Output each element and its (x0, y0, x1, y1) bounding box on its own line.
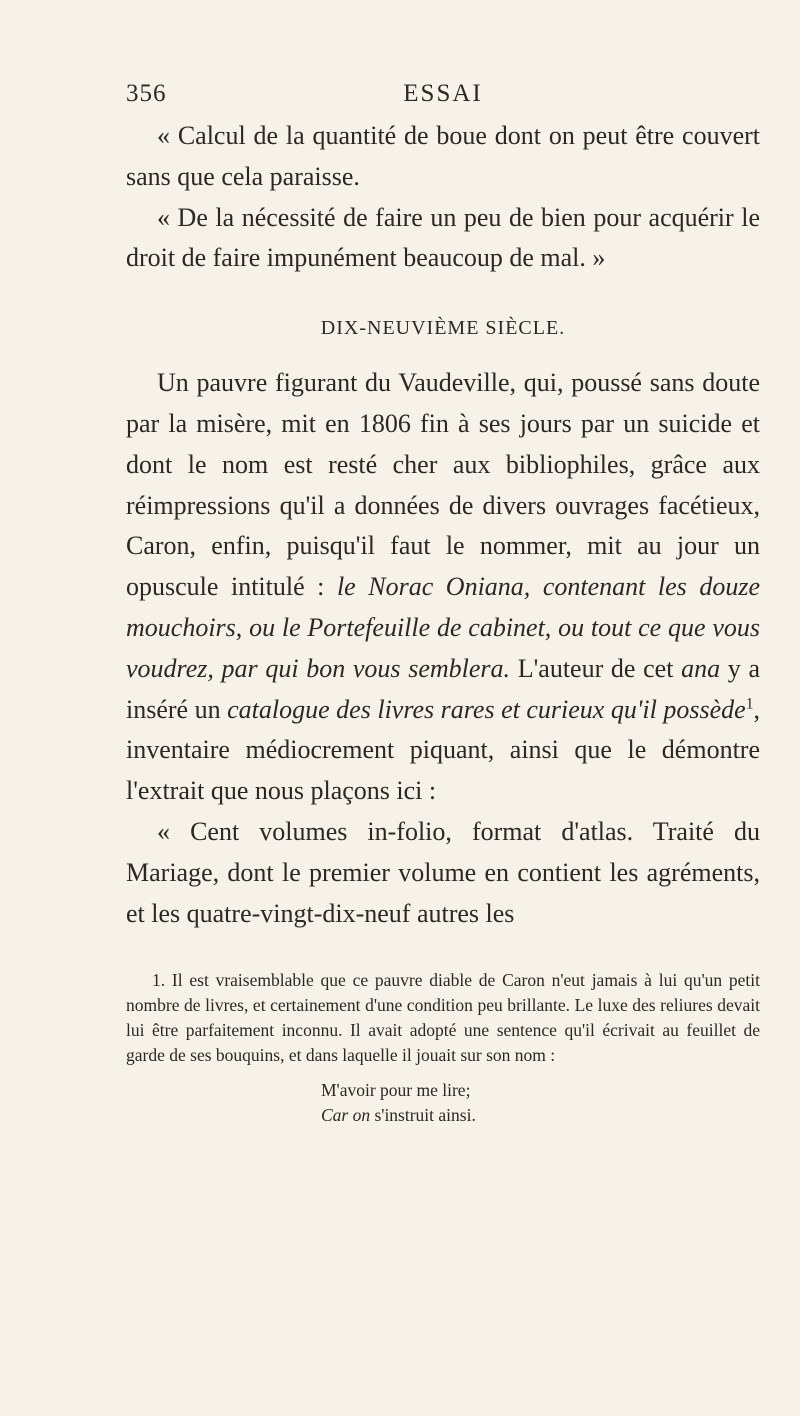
main-paragraph-1-part-a: Un pauvre figurant du Vaudeville, qui, poussé sans doute par la misère, mit en 1806 fin à ses jours par un suicide et dont le nom est resté cher aux bibliophiles, grâce aux réimpressions qu'il a données de divers ouvrages facétieux, Caron, enfin, puisqu'il faut le nommer, mit au jour un opuscule intitulé : (126, 368, 760, 602)
verse-line-2-rest: s'instruit ainsi. (370, 1105, 476, 1126)
main-paragraph-1-part-c: y a inséré un (126, 653, 761, 724)
footnote-marker: 1. (152, 970, 166, 991)
footnote-text: Il est vraisemblable que ce pauvre diable de Caron n'eut jamais à lui qu'un petit nombre de livres, et certainement d'une condition peu brillante. Le luxe des reliures devait lui être parfaitement inconnu. Il avait adopté une sentence qu'il écrivait au feuillet de garde de ses bouquins, et dans laquelle il jouait sur son nom : (126, 970, 760, 1066)
main-paragraph-2: « Cent volumes in-folio, format d'atlas. Traité du Mariage, dont le premier volume en contient les agréments, et les quatre-vingt-dix-neuf autres les (126, 816, 760, 928)
main-text (126, 363, 760, 934)
verse-line-1: M'avoir pour me lire; (321, 1080, 471, 1101)
verse-line-2-italic: Car on (321, 1105, 371, 1126)
main-paragraph-1-part-d: , inventaire médiocrement piquant, ainsi que le démontre l'extrait que nous plaçons ici : (126, 694, 760, 806)
page-header (126, 80, 760, 116)
main-paragraph-1 (126, 363, 760, 812)
quote-block (126, 116, 760, 279)
running-title: ESSAI (403, 80, 483, 107)
main-paragraph-1-part-b: L'auteur de cet (510, 653, 682, 683)
ana-word: ana (681, 653, 721, 683)
footnote-verse (126, 1078, 760, 1128)
footnote-1 (126, 968, 760, 1068)
page-number: 356 (126, 80, 167, 107)
opuscule-title: le Norac Oniana, contenant les douze mouchoirs, ou le Portefeuille de cabinet, ou tout ce que vous voudrez, par qui bon vous semblera. (126, 572, 760, 683)
catalogue-title: catalogue des livres rares et curieux qu'il possède (227, 694, 746, 724)
book-page (126, 80, 760, 1128)
footnote-block (126, 968, 760, 1128)
verse-line-2 (321, 1103, 760, 1128)
quote-paragraph-2: « De la nécessité de faire un peu de bien pour acquérir le droit de faire impunément beaucoup de mal. » (126, 202, 760, 273)
quote-paragraph-1: « Calcul de la quantité de boue dont on peut être couvert sans que cela paraisse. (126, 121, 760, 191)
footnote-reference: 1 (745, 694, 754, 712)
section-title: DIX-NEUVIÈME SIÈCLE. (320, 317, 566, 340)
